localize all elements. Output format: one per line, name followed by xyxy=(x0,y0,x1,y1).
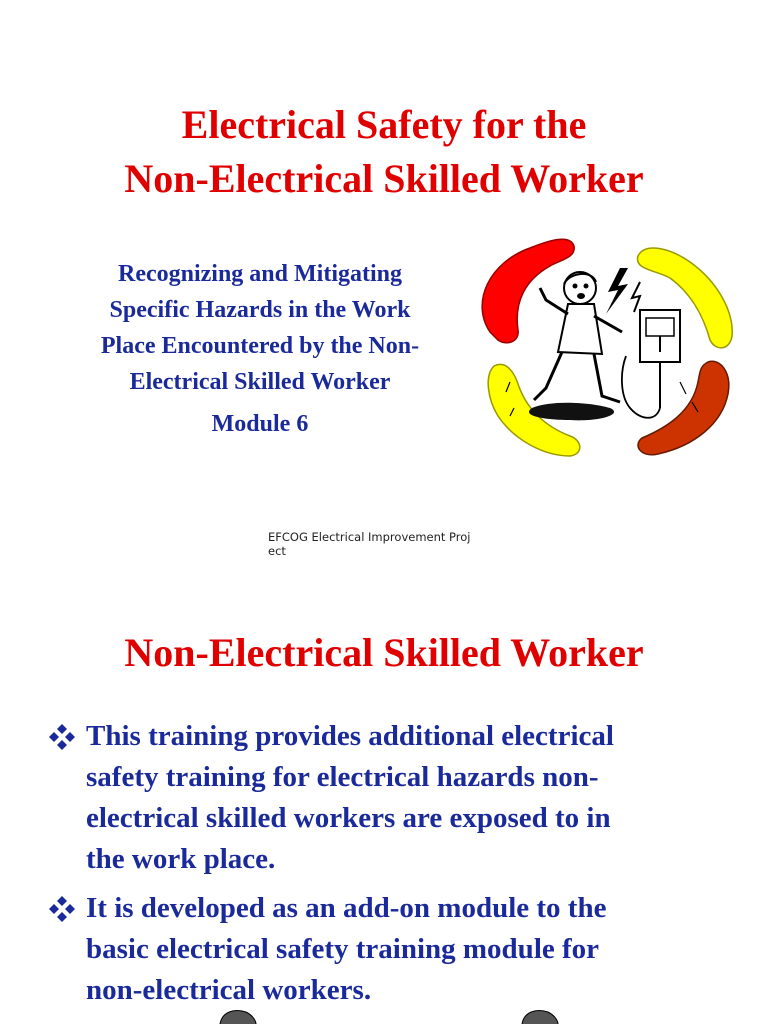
footer-text xyxy=(268,530,496,558)
bullet-item xyxy=(44,716,734,880)
bullet-item xyxy=(44,888,734,1011)
subtitle-line-1: Recognizing and Mitigating xyxy=(117,261,402,287)
footer-line-1: EFCOG Electrical Improvement Proj xyxy=(268,530,471,544)
shocked-worker-illustration xyxy=(470,232,740,460)
bullet-line: safety training for electrical hazards non- xyxy=(86,761,599,793)
bullet-line: the work place. xyxy=(86,843,276,875)
slide-title: Non-Electrical Skilled Worker xyxy=(124,630,644,675)
module-label: Module 6 xyxy=(211,411,309,437)
subtitle-line-2: Specific Hazards in the Work xyxy=(109,297,411,323)
slide-subtitle xyxy=(40,256,480,400)
title-line-2: Non-Electrical Skilled Worker xyxy=(124,156,644,201)
subtitle-line-3: Place Encountered by the Non- xyxy=(100,333,420,359)
lightning-bolt xyxy=(606,268,628,314)
title-line-1: Electrical Safety for the xyxy=(181,102,587,147)
slide-2 xyxy=(0,580,768,1024)
footer-line-2: ect xyxy=(268,544,286,558)
bullet-line: basic electrical safety training module for xyxy=(86,933,600,965)
diamond-bullet-icon xyxy=(48,723,76,751)
bullet-line: This training provides additional electrical xyxy=(86,720,614,752)
bullet-line: It is developed as an add-on module to the xyxy=(86,892,607,924)
bullet-line: non-electrical workers. xyxy=(86,974,372,1006)
diamond-bullet-icon xyxy=(48,895,76,923)
partial-illustration-bottom xyxy=(0,1004,768,1024)
puddle xyxy=(529,403,614,421)
slide-title xyxy=(0,98,768,206)
arc-bottom-right-darkred xyxy=(638,361,729,454)
subtitle-line-4: Electrical Skilled Worker xyxy=(129,369,391,395)
arc-top-left-red xyxy=(482,239,574,343)
bullet-list xyxy=(44,716,734,1019)
bullet-line: electrical skilled workers are exposed to in xyxy=(86,802,611,834)
